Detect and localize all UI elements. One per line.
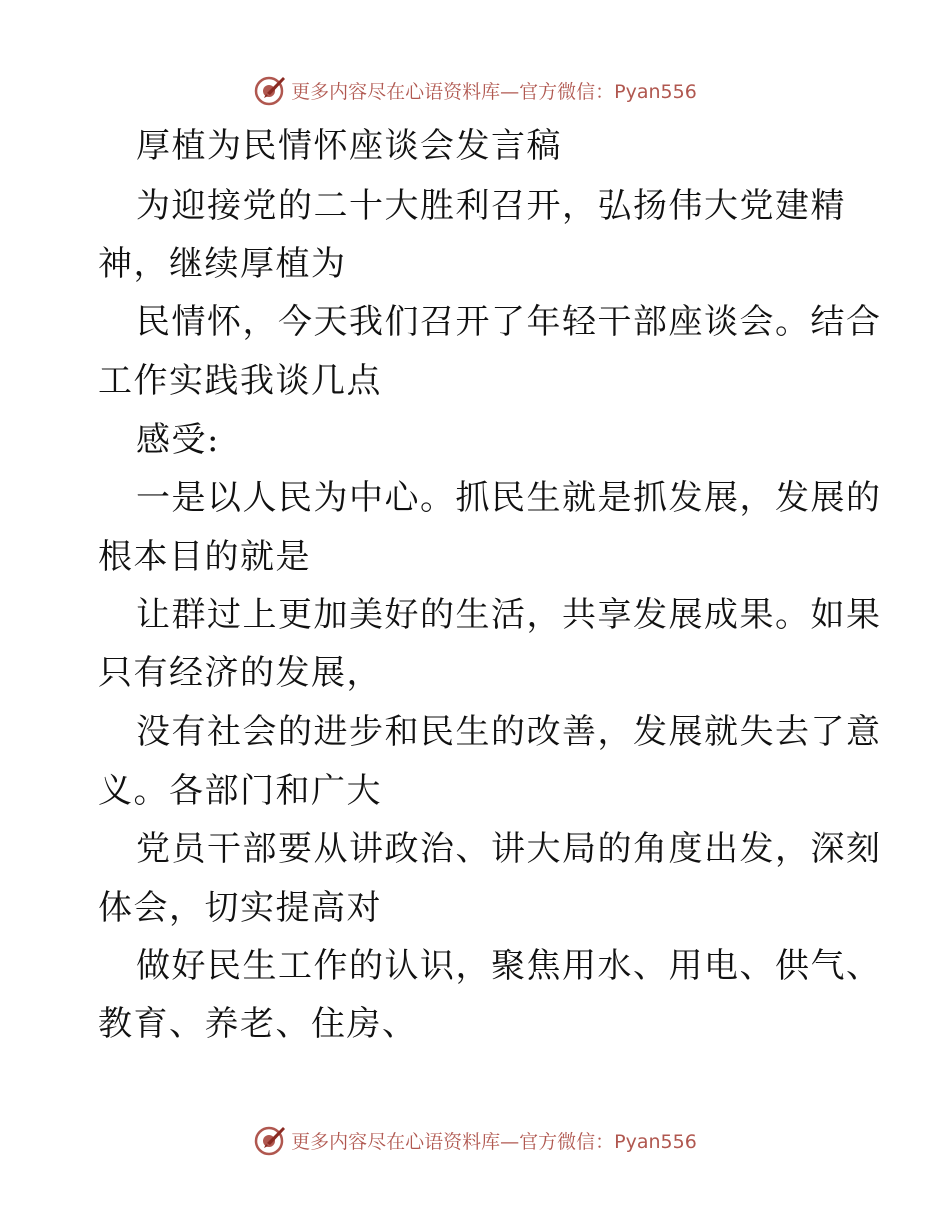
paragraph-line: 没有社会的进步和民生的改善，发展就失去了意 — [136, 712, 882, 752]
paragraph-line: 体会，切实提高对 — [98, 888, 382, 928]
document-title: 厚植为民情怀座谈会发言稿 — [136, 126, 562, 166]
paragraph-line: 根本目的就是 — [98, 537, 311, 577]
paragraph-line: 神，继续厚植为 — [98, 244, 347, 284]
paragraph-line: 一是以人民为中心。抓民生就是抓发展，发展的 — [136, 478, 882, 518]
header-watermark — [0, 70, 950, 110]
paragraph-line: 教育、养老、住房、 — [98, 1004, 418, 1044]
paragraph-line: 做好民生工作的认识，聚焦用水、用电、供气、 — [136, 946, 882, 986]
paragraph-line: 让群过上更加美好的生活，共享发展成果。如果 — [136, 595, 882, 635]
paragraph-line: 只有经济的发展， — [98, 653, 382, 693]
brand-logo-icon — [253, 73, 287, 107]
paragraph-line: 为迎接党的二十大胜利召开，弘扬伟大党建精 — [136, 186, 846, 226]
footer-wechat-id: Pyan556 — [614, 1130, 697, 1153]
footer-brand-text: 更多内容尽在心语资料库—官方微信： — [291, 1130, 615, 1153]
header-wechat-id: Pyan556 — [614, 80, 697, 103]
header-brand-label — [291, 77, 697, 104]
footer-watermark — [0, 1120, 950, 1160]
paragraph-line: 义。各部门和广大 — [98, 771, 382, 811]
paragraph-line: 党员干部要从讲政治、讲大局的角度出发，深刻 — [136, 829, 882, 869]
header-brand-text: 更多内容尽在心语资料库—官方微信： — [291, 80, 615, 103]
paragraph-line: 工作实践我谈几点 — [98, 361, 382, 401]
paragraph-line: 感受: — [136, 420, 220, 460]
footer-brand-label — [291, 1127, 697, 1154]
brand-logo-icon — [253, 1123, 287, 1157]
paragraph-line: 民情怀，今天我们召开了年轻干部座谈会。结合 — [136, 302, 882, 342]
